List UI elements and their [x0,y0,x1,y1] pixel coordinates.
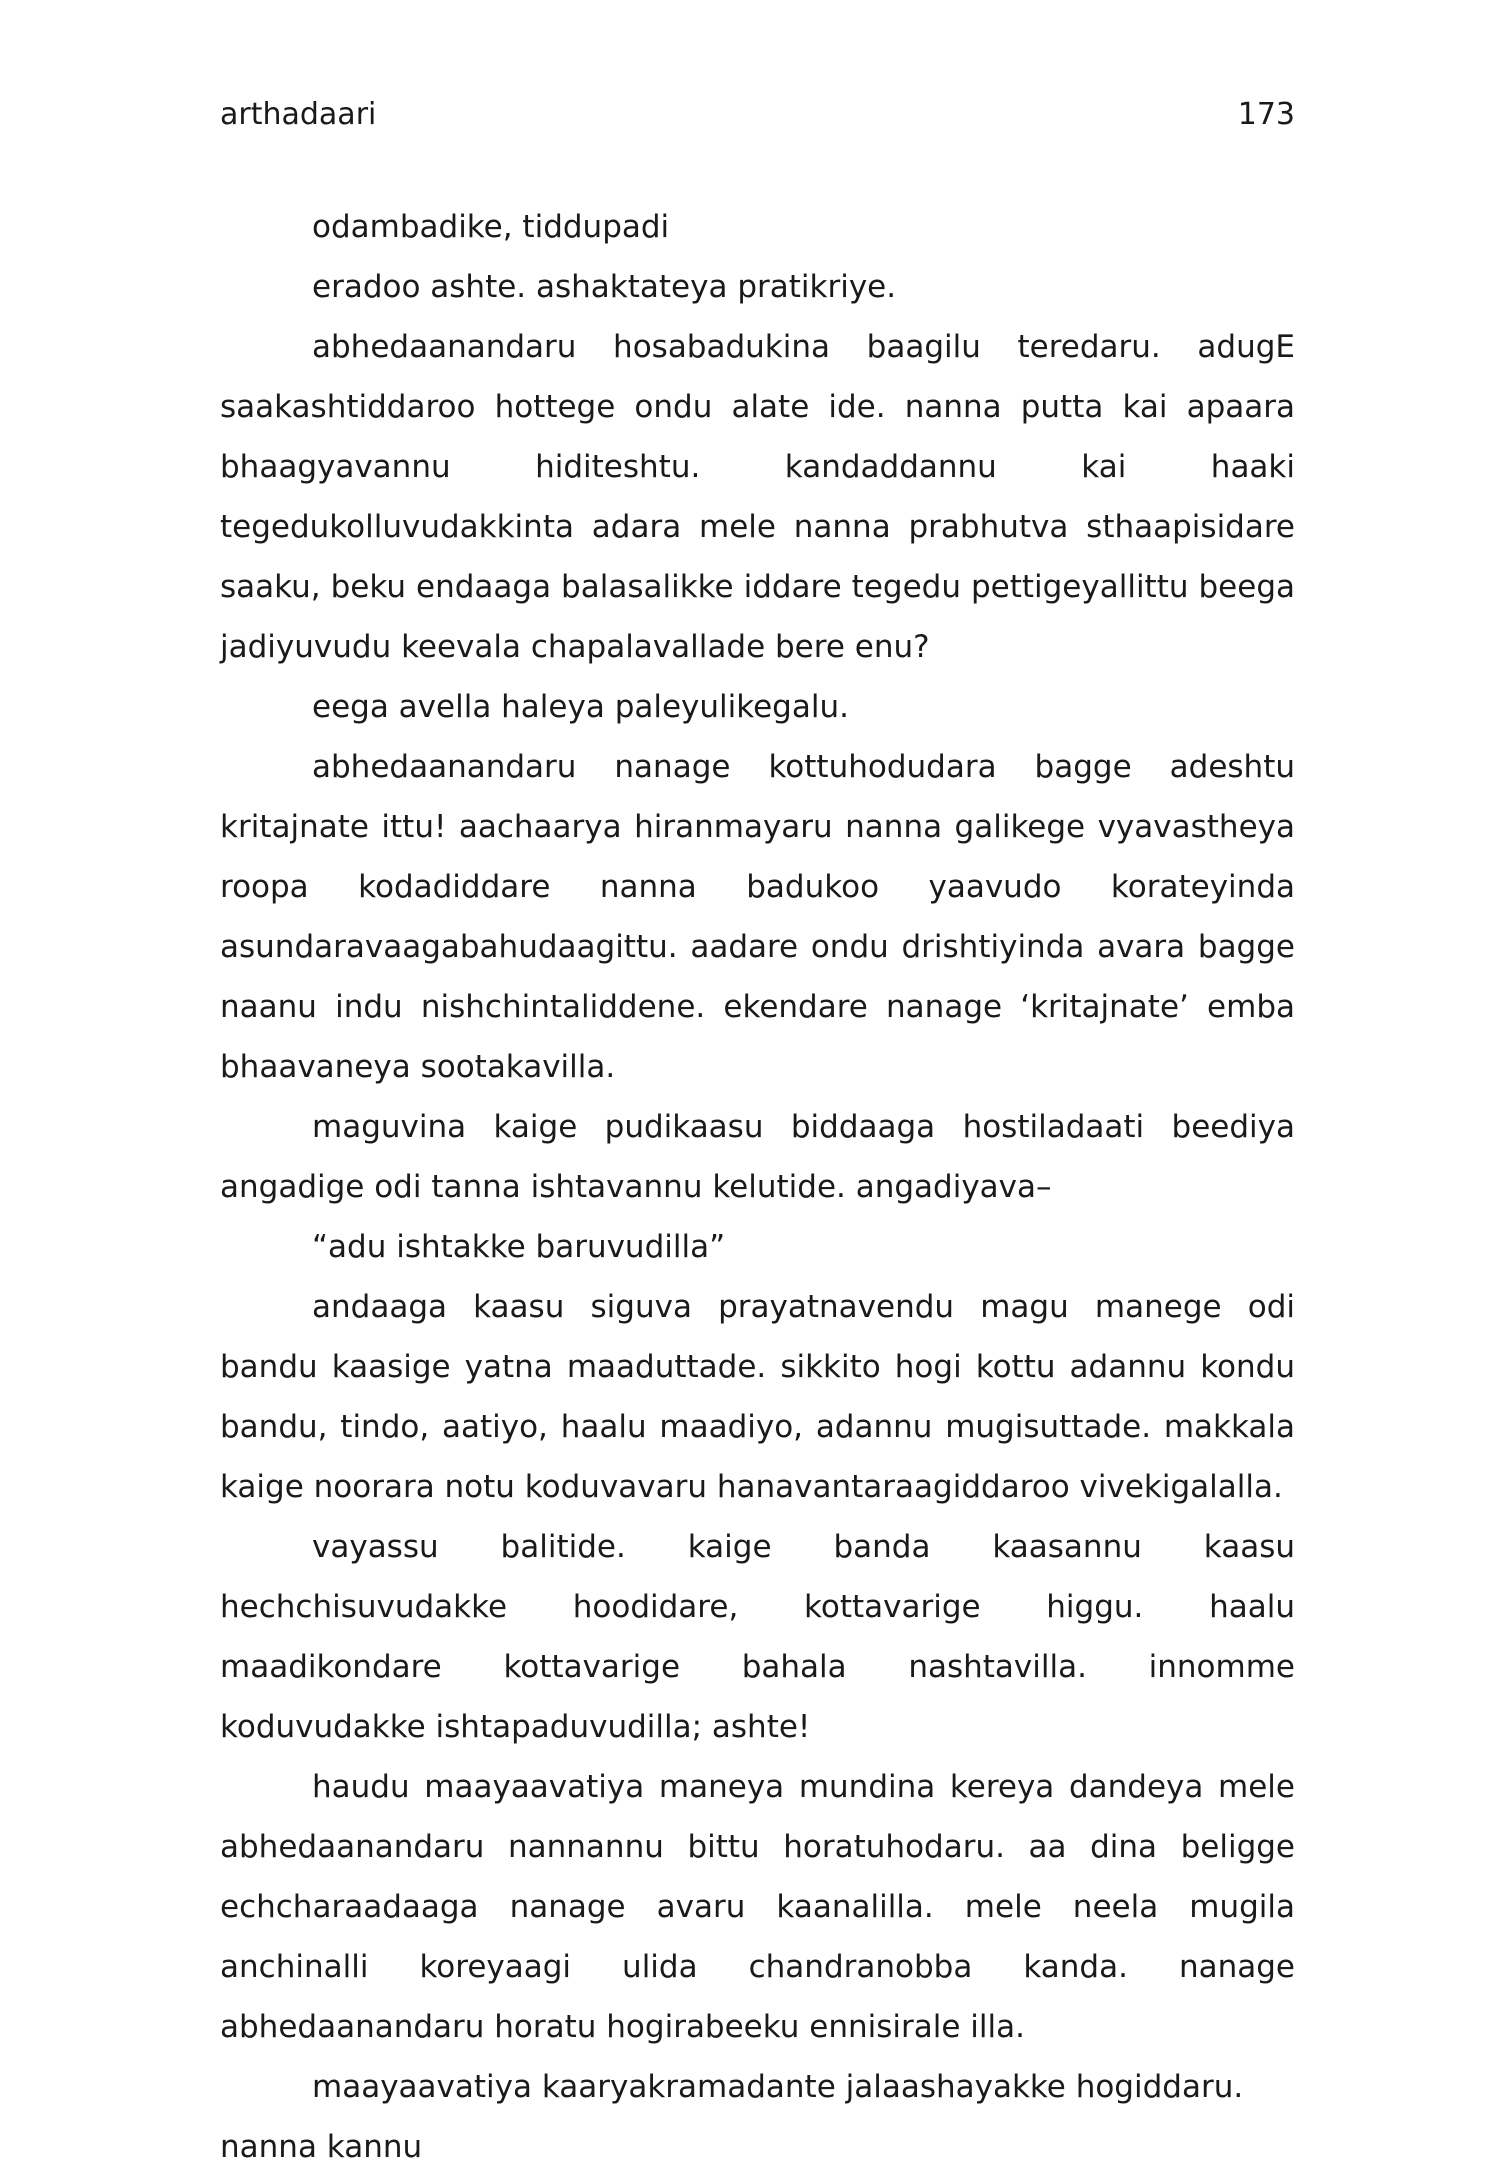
paragraph: andaaga kaasu siguva prayatnavendu magu manege odi bandu kaasige yatna maaduttade. sikkito hogi kottu adannu kondu bandu, tindo, aatiyo, haalu maadiyo, adannu mugisuttade. makkala kaige noorara notu koduvavaru hanavantaraagiddaroo vivekigalalla. [220,1289,1295,1505]
paragraph: abhedaanandaru hosabadukina baagilu teredaru. adugE saakashtiddaroo hottege ondu alate ide. nanna putta kai apaara bhaagyavannu hiditeshtu. kandaddannu kai haaki tegedukolluvudakkinta adara mele nanna prabhutva sthaapisidare saaku, beku endaaga balasalikke iddare tegedu pettigeyallittu beega jadiyuvudu keevala chapalavallade bere enu? [220,329,1295,665]
paragraph: eradoo ashte. ashaktateya pratikriye. [312,269,897,305]
paragraph: maguvina kaige pudikaasu biddaaga hostiladaati beediya angadige odi tanna ishtavannu kelutide. angadiyava– [220,1109,1295,1205]
book-page [220,95,1295,2165]
page-number: 173 [1237,97,1295,132]
paragraph: abhedaanandaru nanage kottuhodudara bagge adeshtu kritajnate ittu! aachaarya hiranmayaru nanna galikege vyavastheya roopa kodadiddare nanna badukoo yaavudo korateyinda asundaravaagabahudaagittu. aadare ondu drishtiyinda avara bagge naanu indu nishchintaliddene. ekendare nanage ‘kritajnate’ emba bhaavaneya sootakavilla. [220,749,1295,1085]
body-text [220,197,1295,2177]
running-header [220,95,1295,135]
paragraph: odambadike, tiddupadi [312,209,670,245]
paragraph: haudu maayaavatiya maneya mundina kereya dandeya mele abhedaanandaru nannannu bittu horatuhodaru. aa dina beligge echcharaadaaga nanage avaru kaanalilla. mele neela mugila anchinalli koreyaagi ulida chandranobba kanda. nanage abhedaanandaru horatu hogirabeeku ennisirale illa. [220,1769,1295,2045]
paragraph: “adu ishtakke baruvudilla” [312,1229,726,1265]
paragraph: maayaavatiya kaaryakramadante jalaashayakke hogiddaru. nanna kannu [220,2069,1244,2165]
paragraph: vayassu balitide. kaige banda kaasannu kaasu hechchisuvudakke hoodidare, kottavarige higgu. haalu maadikondare kottavarige bahala nashtavilla. innomme koduvudakke ishtapaduvudilla; ashte! [220,1529,1295,1745]
paragraph: eega avella haleya paleyulikegalu. [312,689,849,725]
running-title: arthadaari [220,97,377,132]
